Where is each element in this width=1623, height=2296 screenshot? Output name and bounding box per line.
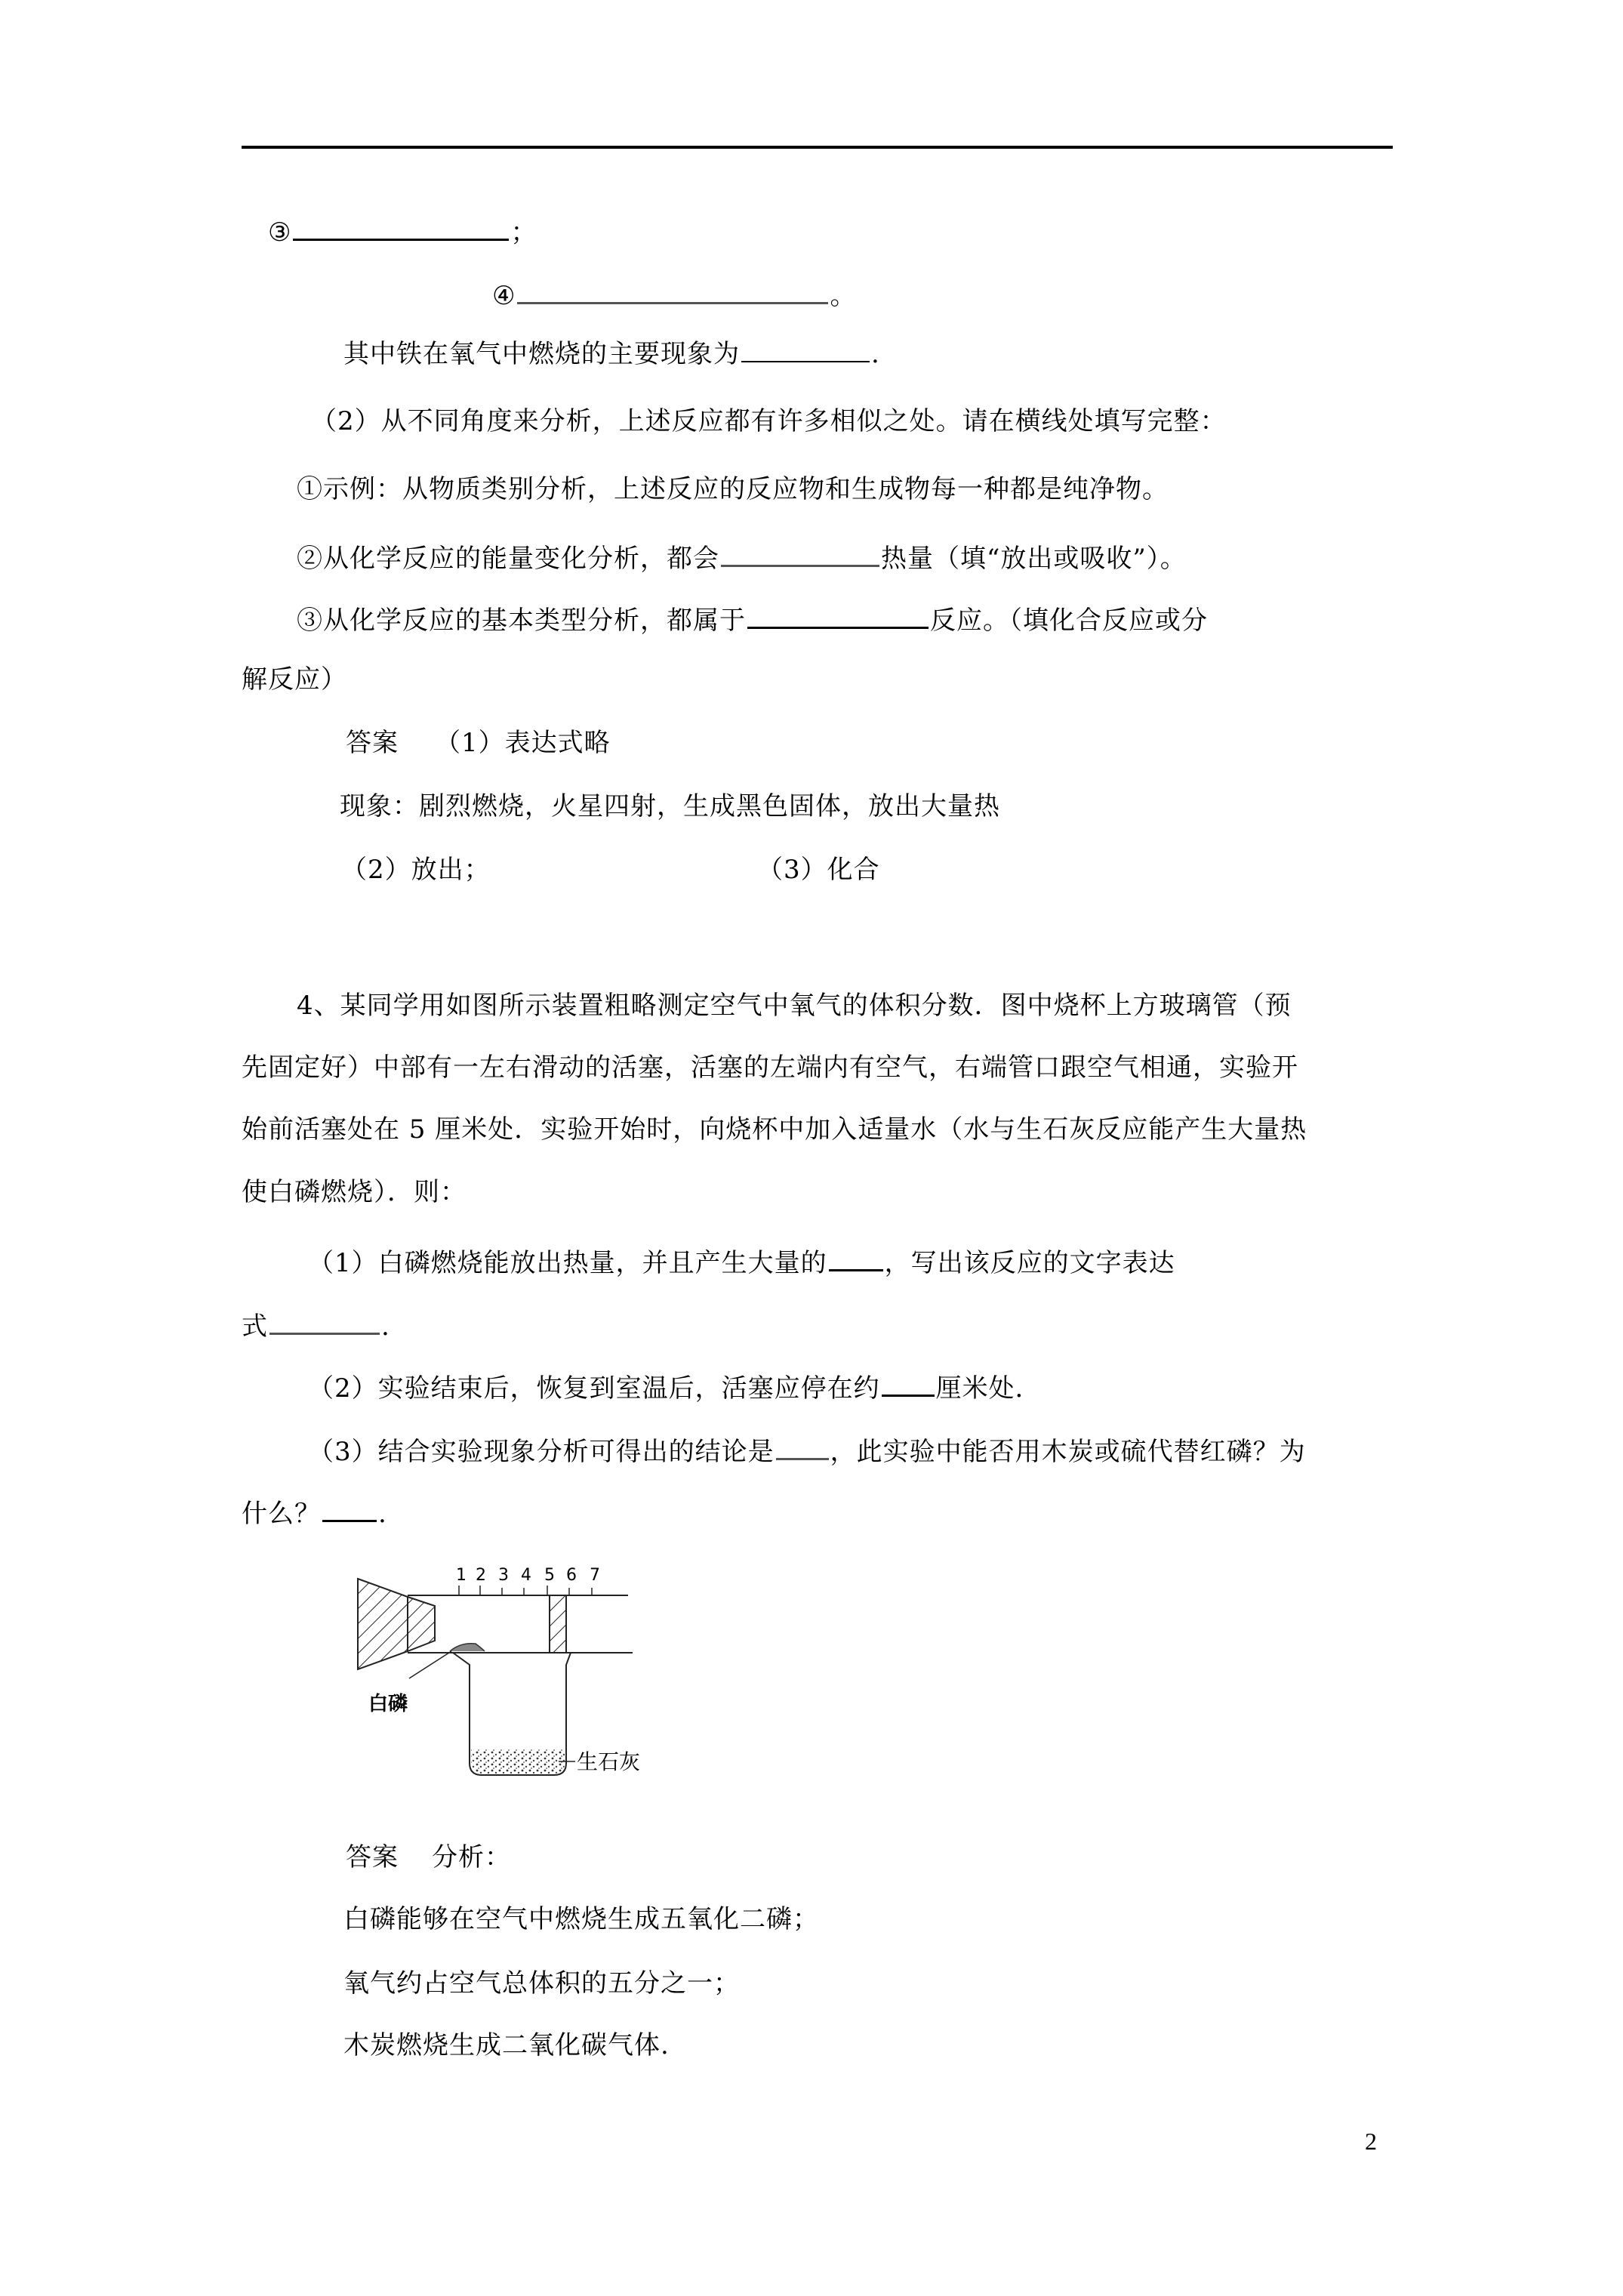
- answer-part2: （2）放出；: [341, 855, 491, 885]
- answer-point-2: 氧气约占空气总体积的五分之一；: [343, 1968, 740, 1999]
- apparatus-diagram: [355, 1552, 657, 1786]
- example-line: ①示例：从物质类别分析，上述反应的反应物和生成物每一种都是纯净物。: [297, 474, 1169, 504]
- blank-line-3: ③ ；: [268, 211, 537, 251]
- phosphorus-pointer: [409, 1651, 451, 1678]
- fill-blank[interactable]: [882, 1367, 935, 1397]
- answer-label: 答案: [346, 1842, 399, 1872]
- answer-line-1: 答案 （1）表达式略: [346, 728, 611, 758]
- fill-blank[interactable]: [747, 599, 929, 629]
- scale-ruler: [456, 1566, 600, 1595]
- scale-label: 3: [498, 1566, 509, 1585]
- q4-sub3-cont: 什么？ .: [242, 1493, 387, 1532]
- fill-blank[interactable]: [721, 538, 879, 567]
- q4-stem-line-2: 先固定好）中部有一左右滑动的活塞，活塞的左端内有空气，右端管口跟空气相通，实验开: [242, 1052, 1298, 1083]
- fill-blank[interactable]: [741, 334, 870, 362]
- q4-sub3: （3）结合实验现象分析可得出的结论是 ，此实验中能否用木炭或硫代替红磷？为: [308, 1431, 1306, 1470]
- answer-label: 答案: [346, 728, 399, 758]
- page-number: 2: [1365, 2128, 1377, 2155]
- scale-label: 1: [456, 1566, 467, 1585]
- q4-stem-line-4: 使白磷燃烧）．则：: [242, 1177, 467, 1207]
- scale-label: 6: [566, 1566, 577, 1585]
- fill-blank[interactable]: [322, 1493, 377, 1522]
- reaction-type-question: ③从化学反应的基本类型分析，都属于 反应。（填化合反应或分: [297, 599, 1208, 639]
- fill-blank[interactable]: [293, 211, 509, 241]
- item-marker-3: ③: [268, 217, 292, 248]
- scale-label: 2: [476, 1566, 486, 1585]
- answer-part3: （3）化合: [757, 855, 880, 885]
- scale-label: 4: [521, 1566, 531, 1585]
- fill-blank[interactable]: [776, 1431, 829, 1460]
- fill-blank[interactable]: [517, 275, 828, 304]
- energy-question: ②从化学反应的能量变化分析，都会 热量（填“放出或吸收”）。: [297, 538, 1187, 577]
- quicklime: [471, 1749, 565, 1774]
- answer-q4-heading: 答案 分析：: [346, 1842, 511, 1872]
- fill-blank[interactable]: [269, 1305, 380, 1335]
- q4-sub1: （1）白磷燃烧能放出热量，并且产生大量的 ，写出该反应的文字表达: [308, 1242, 1175, 1281]
- stopper: [358, 1579, 408, 1669]
- answer-point-1: 白磷能够在空气中燃烧生成五氧化二磷；: [343, 1904, 819, 1934]
- blank-line-4: ④ 。: [492, 275, 856, 314]
- stopper-inner: [408, 1597, 435, 1651]
- label-quicklime: 生石灰: [577, 1749, 641, 1774]
- header-rule: [242, 146, 1393, 149]
- fill-blank[interactable]: [829, 1242, 883, 1271]
- piston: [550, 1595, 566, 1653]
- q4-stem-line-3: 始前活塞处在 5 厘米处．实验开始时，向烧杯中加入适量水（水与生石灰反应能产生大量热: [242, 1114, 1307, 1145]
- scale-label: 5: [544, 1566, 555, 1585]
- white-phosphorus: [450, 1644, 485, 1651]
- reaction-type-question-cont: 解反应）: [242, 664, 347, 695]
- part2-heading: （2）从不同角度来分析，上述反应都有许多相似之处。请在横线处填写完整：: [311, 406, 1227, 436]
- scale-label: 7: [590, 1566, 600, 1585]
- item-marker-4: ④: [492, 281, 516, 311]
- q4-sub2: （2）实验结束后，恢复到室温后，活塞应停在约 厘米处．: [308, 1367, 1042, 1407]
- iron-phenomenon-question: 其中铁在氧气中燃烧的主要现象为 .: [343, 334, 880, 372]
- label-white-phosphorus: 白磷: [368, 1693, 408, 1715]
- answer-point-3: 木炭燃烧生成二氧化碳气体.: [343, 2030, 670, 2060]
- answer-phenomenon: 现象：剧烈燃烧，火星四射，生成黑色固体，放出大量热: [340, 791, 1000, 821]
- q4-sub1-cont: 式 .: [242, 1305, 390, 1345]
- q4-stem-line-1: 4、某同学用如图所示装置粗略测定空气中氧气的体积分数．图中烧杯上方玻璃管（预: [297, 991, 1292, 1021]
